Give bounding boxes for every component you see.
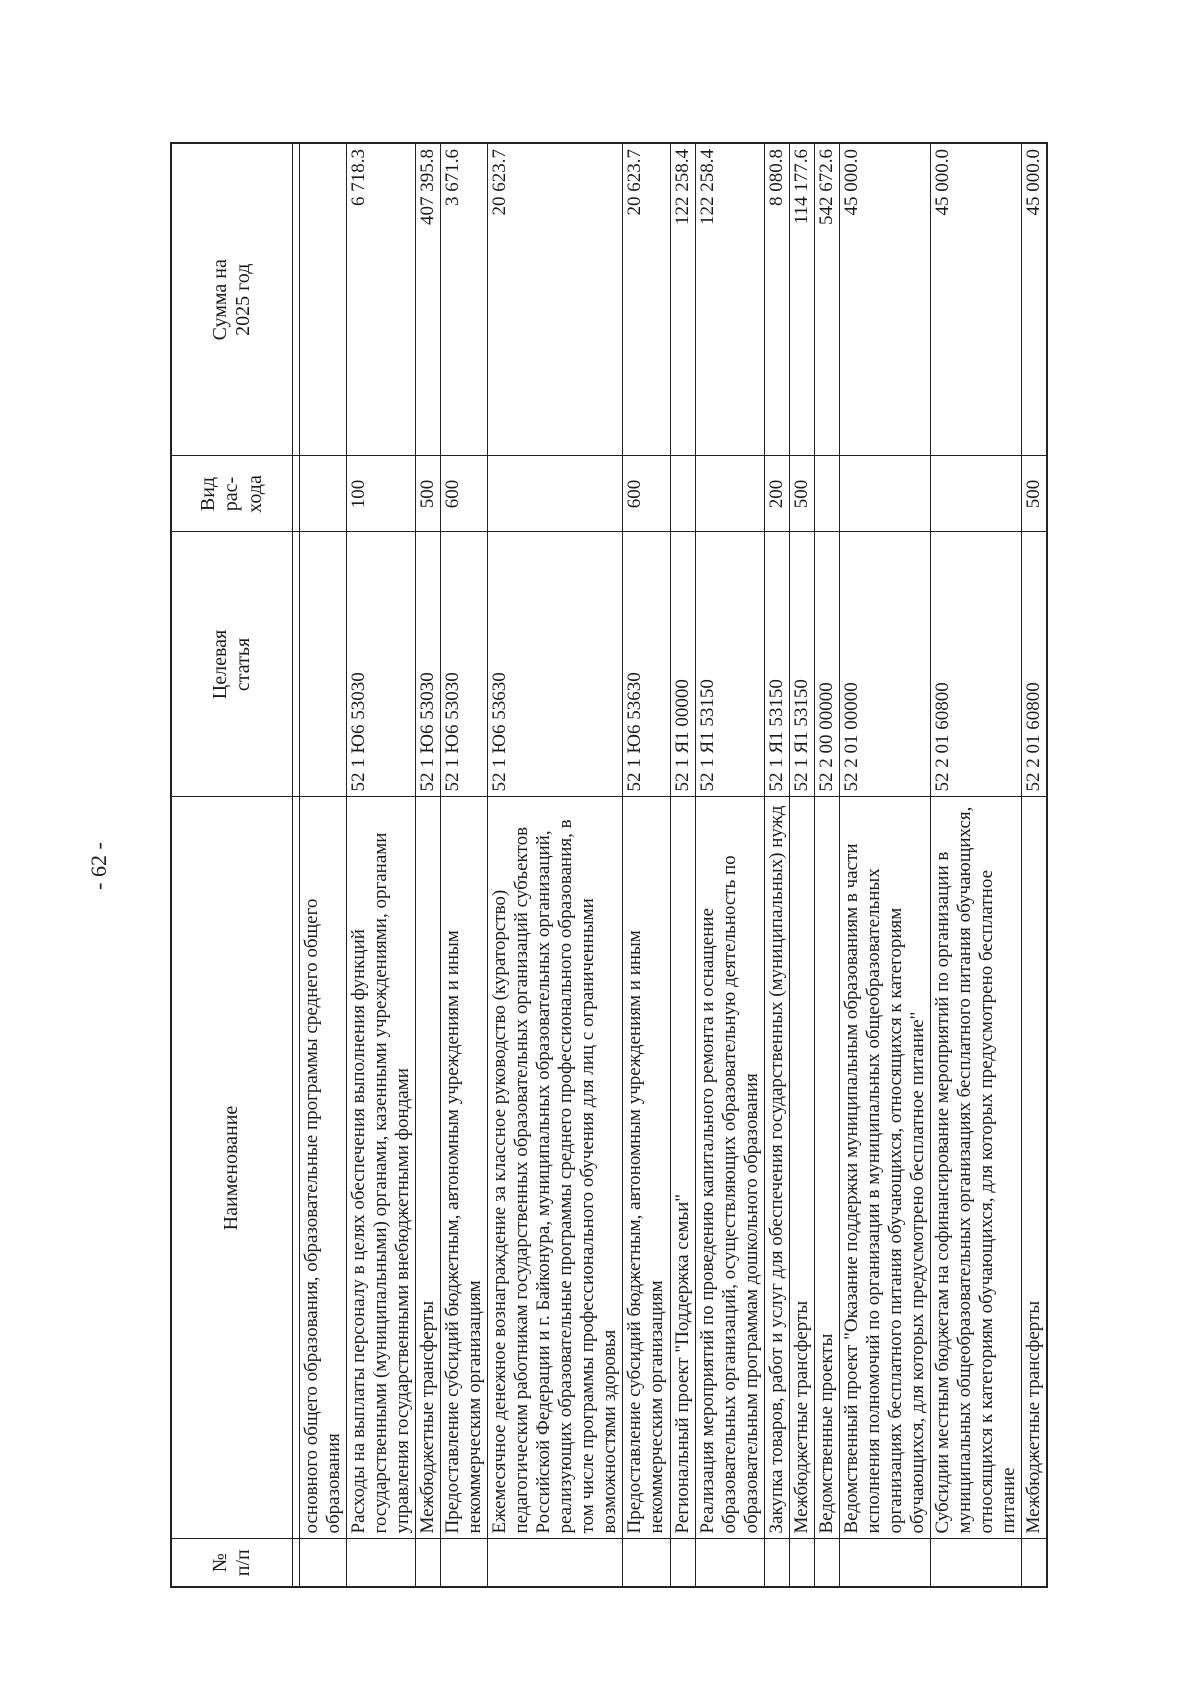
cell-sum: 122 258.4 xyxy=(695,143,764,456)
cell-name: Ведомственные проекты xyxy=(814,797,839,1539)
cell-num xyxy=(488,1539,623,1587)
budget-table-rotated xyxy=(170,144,1050,1588)
cell-sum: 20 623.7 xyxy=(623,143,670,456)
cell-name: Ежемесячное денежное вознаграждение за классное руководство (кураторство) педагогическим работникам государственных образовательных организаций субъектов Российской Федерации и г. Байконура, муниципальных образовательных организаций, реализующих образовательные программы среднего профессионального образования, в том числе программы профессионального обучения для лиц с ограниченными возможностями здоровья xyxy=(488,797,623,1539)
budget-table xyxy=(170,142,1048,1588)
cell-code: 52 2 01 00000 xyxy=(839,532,930,797)
cell-type: 500 xyxy=(1021,456,1047,532)
cell-type xyxy=(300,456,347,532)
cell-sum xyxy=(300,143,347,456)
cell-code: 52 2 01 60800 xyxy=(930,532,1021,797)
cell-num xyxy=(300,1539,347,1587)
cell-type: 600 xyxy=(441,456,488,532)
cell-name: Межбюджетные трансферты xyxy=(1021,797,1047,1539)
cell-code: 52 1 Я1 53150 xyxy=(789,532,814,797)
cell-sum: 20 623.7 xyxy=(488,143,623,456)
cell-sum: 3 671.6 xyxy=(441,143,488,456)
cell-name: Ведомственный проект "Оказание поддержки муниципальным образованиям в части исполнения полномочий по организации в муниципальных общеобразовательных организациях бесплатного питания обучающихся, относящихся к категориям обучающихся, для которых предусмотрено бесплатное питание" xyxy=(839,797,930,1539)
cell-code: 52 1 Ю6 53030 xyxy=(441,532,488,797)
header-num: № п/п xyxy=(171,1539,293,1587)
cell-name: Закупка товаров, работ и услуг для обеспечения государственных (муниципальных) нужд xyxy=(764,797,789,1539)
cell-sum: 114 177.6 xyxy=(789,143,814,456)
cell-type: 100 xyxy=(347,456,416,532)
table-row xyxy=(764,143,789,1587)
cell-type xyxy=(695,456,764,532)
cell-code: 52 1 Ю6 53630 xyxy=(488,532,623,797)
cell-name: Предоставление субсидий бюджетным, автономным учреждениям и иным некоммерческим организациям xyxy=(623,797,670,1539)
table-row xyxy=(347,143,416,1587)
table-row xyxy=(789,143,814,1587)
cell-type xyxy=(930,456,1021,532)
cell-name: основного общего образования, образовательные программы среднего общего образования xyxy=(300,797,347,1539)
header-type: Вид рас- хода xyxy=(171,456,293,532)
table-row xyxy=(695,143,764,1587)
cell-num xyxy=(789,1539,814,1587)
table-row xyxy=(623,143,670,1587)
table-header-row xyxy=(171,143,293,1587)
table-spacer-row xyxy=(293,143,300,1587)
cell-code: 52 2 00 00000 xyxy=(814,532,839,797)
cell-sum: 6 718.3 xyxy=(347,143,416,456)
page-number: - 62 - xyxy=(86,842,111,890)
cell-name: Региональный проект "Поддержка семьи" xyxy=(670,797,695,1539)
cell-name: Предоставление субсидий бюджетным, автономным учреждениям и иным некоммерческим организациям xyxy=(441,797,488,1539)
cell-sum: 122 258.4 xyxy=(670,143,695,456)
cell-num xyxy=(416,1539,441,1587)
cell-num xyxy=(695,1539,764,1587)
cell-sum: 407 395.8 xyxy=(416,143,441,456)
header-code: Целевая статья xyxy=(171,532,293,797)
cell-num xyxy=(839,1539,930,1587)
cell-type xyxy=(839,456,930,532)
cell-type xyxy=(814,456,839,532)
table-row xyxy=(839,143,930,1587)
cell-type: 600 xyxy=(623,456,670,532)
table-row xyxy=(670,143,695,1587)
cell-num xyxy=(441,1539,488,1587)
cell-type: 500 xyxy=(789,456,814,532)
cell-code: 52 1 Ю6 53030 xyxy=(416,532,441,797)
cell-num xyxy=(814,1539,839,1587)
cell-sum: 542 672.6 xyxy=(814,143,839,456)
cell-code: 52 1 Ю6 53630 xyxy=(623,532,670,797)
cell-num xyxy=(764,1539,789,1587)
cell-name: Межбюджетные трансферты xyxy=(416,797,441,1539)
table-row xyxy=(300,143,347,1587)
cell-code: 52 1 Я1 00000 xyxy=(670,532,695,797)
cell-name: Реализация мероприятий по проведению капитального ремонта и оснащение образовательных организаций, осуществляющих образовательную деятельность по образовательным программам дошкольного образования xyxy=(695,797,764,1539)
cell-num xyxy=(1021,1539,1047,1587)
cell-num xyxy=(670,1539,695,1587)
cell-code: 52 1 Я1 53150 xyxy=(764,532,789,797)
cell-sum: 8 080.8 xyxy=(764,143,789,456)
cell-name: Расходы на выплаты персоналу в целях обеспечения выполнения функций государственными (муниципальными) органами, казенными учреждениями, органами управления государственными внебюджетными фондами xyxy=(347,797,416,1539)
table-row xyxy=(1021,143,1047,1587)
cell-name: Межбюджетные трансферты xyxy=(789,797,814,1539)
cell-num xyxy=(347,1539,416,1587)
cell-code: 52 1 Ю6 53030 xyxy=(347,532,416,797)
cell-code: 52 1 Я1 53150 xyxy=(695,532,764,797)
cell-sum: 45 000.0 xyxy=(930,143,1021,456)
cell-type: 500 xyxy=(416,456,441,532)
header-sum: Сумма на 2025 год xyxy=(171,143,293,456)
cell-sum: 45 000.0 xyxy=(1021,143,1047,456)
cell-type xyxy=(670,456,695,532)
table-row xyxy=(488,143,623,1587)
table-row xyxy=(441,143,488,1587)
cell-type: 200 xyxy=(764,456,789,532)
cell-type xyxy=(488,456,623,532)
table-row xyxy=(814,143,839,1587)
cell-sum: 45 000.0 xyxy=(839,143,930,456)
cell-name: Субсидии местным бюджетам на софинансирование мероприятий по организации в муниципальных общеобразовательных организациях бесплатного питания обучающихся, относящихся к категориям обучающихся, для которых предусмотрено бесплатное питание xyxy=(930,797,1021,1539)
cell-num xyxy=(623,1539,670,1587)
header-name: Наименование xyxy=(171,797,293,1539)
cell-code xyxy=(300,532,347,797)
cell-code: 52 2 01 60800 xyxy=(1021,532,1047,797)
table-row xyxy=(416,143,441,1587)
table-row xyxy=(930,143,1021,1587)
cell-num xyxy=(930,1539,1021,1587)
